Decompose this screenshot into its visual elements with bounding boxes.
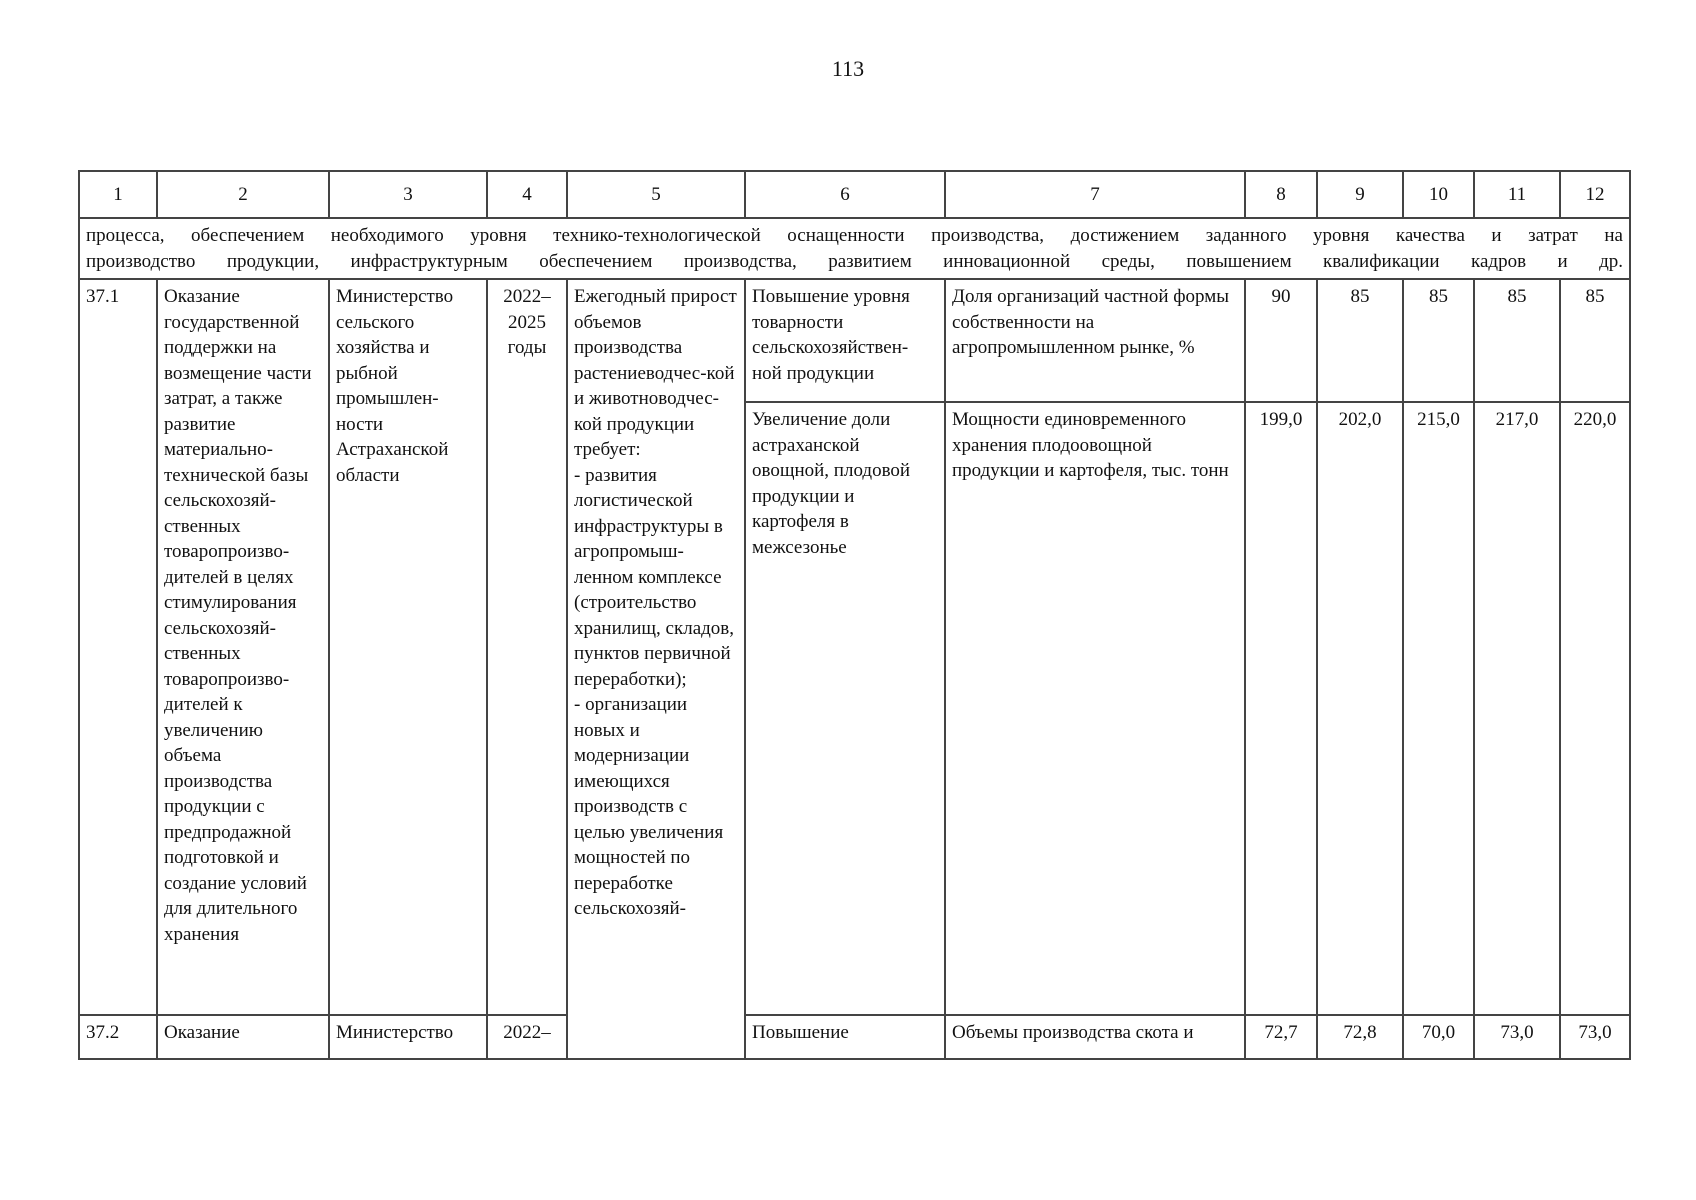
period-cell: 2022–: [487, 1015, 567, 1059]
goal-cell: Повышение: [745, 1015, 945, 1059]
goal-cell: Увеличение доли астраханской овощной, плодовой продукции и картофеля в межсезонье: [745, 402, 945, 1015]
value-cell: 220,0: [1560, 402, 1630, 1015]
value-cell: 73,0: [1474, 1015, 1560, 1059]
page-number: 113: [831, 56, 865, 81]
period-cell: 2022–2025 годы: [487, 279, 567, 1015]
value-cell: 72,7: [1245, 1015, 1317, 1059]
value-cell: 90: [1245, 279, 1317, 402]
value-cell: 199,0: [1245, 402, 1317, 1015]
intro-line-2: производство продукции, инфраструктурным обеспечением производства, развитием инновационной среды, повышением квалификации кадров и др.: [86, 250, 1623, 272]
column-header-9: 9: [1317, 171, 1403, 218]
table-row-37-2: [79, 1015, 1630, 1059]
value-cell: 85: [1560, 279, 1630, 402]
column-header-8: 8: [1245, 171, 1317, 218]
column-header-6: 6: [745, 171, 945, 218]
row-number-cell: 37.1: [79, 279, 157, 1015]
value-cell: 73,0: [1560, 1015, 1630, 1059]
value-cell: 70,0: [1403, 1015, 1474, 1059]
column-header-3: 3: [329, 171, 487, 218]
value-cell: 202,0: [1317, 402, 1403, 1015]
value-cell: 215,0: [1403, 402, 1474, 1015]
table-row-37-1-a: [79, 279, 1630, 402]
row-number-cell: 37.2: [79, 1015, 157, 1059]
value-cell: 85: [1403, 279, 1474, 402]
column-number-row: [79, 171, 1630, 218]
column-header-7: 7: [945, 171, 1245, 218]
value-cell: 72,8: [1317, 1015, 1403, 1059]
value-cell: 85: [1474, 279, 1560, 402]
executor-cell: Министерство: [329, 1015, 487, 1059]
column-header-12: 12: [1560, 171, 1630, 218]
column-header-4: 4: [487, 171, 567, 218]
column-header-10: 10: [1403, 171, 1474, 218]
indicator-cell: Доля организаций частной формы собственности на агропромышленном рынке, %: [945, 279, 1245, 402]
column-header-2: 2: [157, 171, 329, 218]
intro-text: [79, 218, 1630, 279]
value-cell: 85: [1317, 279, 1403, 402]
column-header-5: 5: [567, 171, 745, 218]
value-cell: 217,0: [1474, 402, 1560, 1015]
column-header-1: 1: [79, 171, 157, 218]
executor-cell: Министерство сельского хозяйства и рыбной промышлен-ности Астраханской области: [329, 279, 487, 1015]
intro-row: [79, 218, 1630, 279]
indicator-cell: Мощности единовременного хранения плодоовощной продукции и картофеля, тыс. тонн: [945, 402, 1245, 1015]
indicators-table: [78, 170, 1631, 1060]
justification-cell: Ежегодный прирост объемов производства растениеводчес-кой и животноводчес-кой продукции требует: - развития логистической инфраструктуры в агропромыш-ленном комплексе (строительство хранилищ, складов, пунктов первичной переработки); - организации новых и модернизации имеющихся производств с целью увеличения мощностей по переработке сельскохозяй-: [567, 279, 745, 1059]
measure-cell: Оказание государственной поддержки на возмещение части затрат, а также развитие материально-технической базы сельскохозяй-ственных товаропроизво-дителей в целях стимулирования сельскохозяй-ственных товаропроизво-дителей к увеличению объема производства продукции с предпродажной подготовкой и создание условий для длительного хранения: [157, 279, 329, 1015]
indicator-cell: Объемы производства скота и: [945, 1015, 1245, 1059]
goal-cell: Повышение уровня товарности сельскохозяйствен-ной продукции: [745, 279, 945, 402]
intro-line-1: процесса, обеспечением необходимого уровня технико-технологической оснащенности производства, достижением заданного уровня качества и затрат на: [86, 225, 1623, 246]
measure-cell: Оказание: [157, 1015, 329, 1059]
column-header-11: 11: [1474, 171, 1560, 218]
